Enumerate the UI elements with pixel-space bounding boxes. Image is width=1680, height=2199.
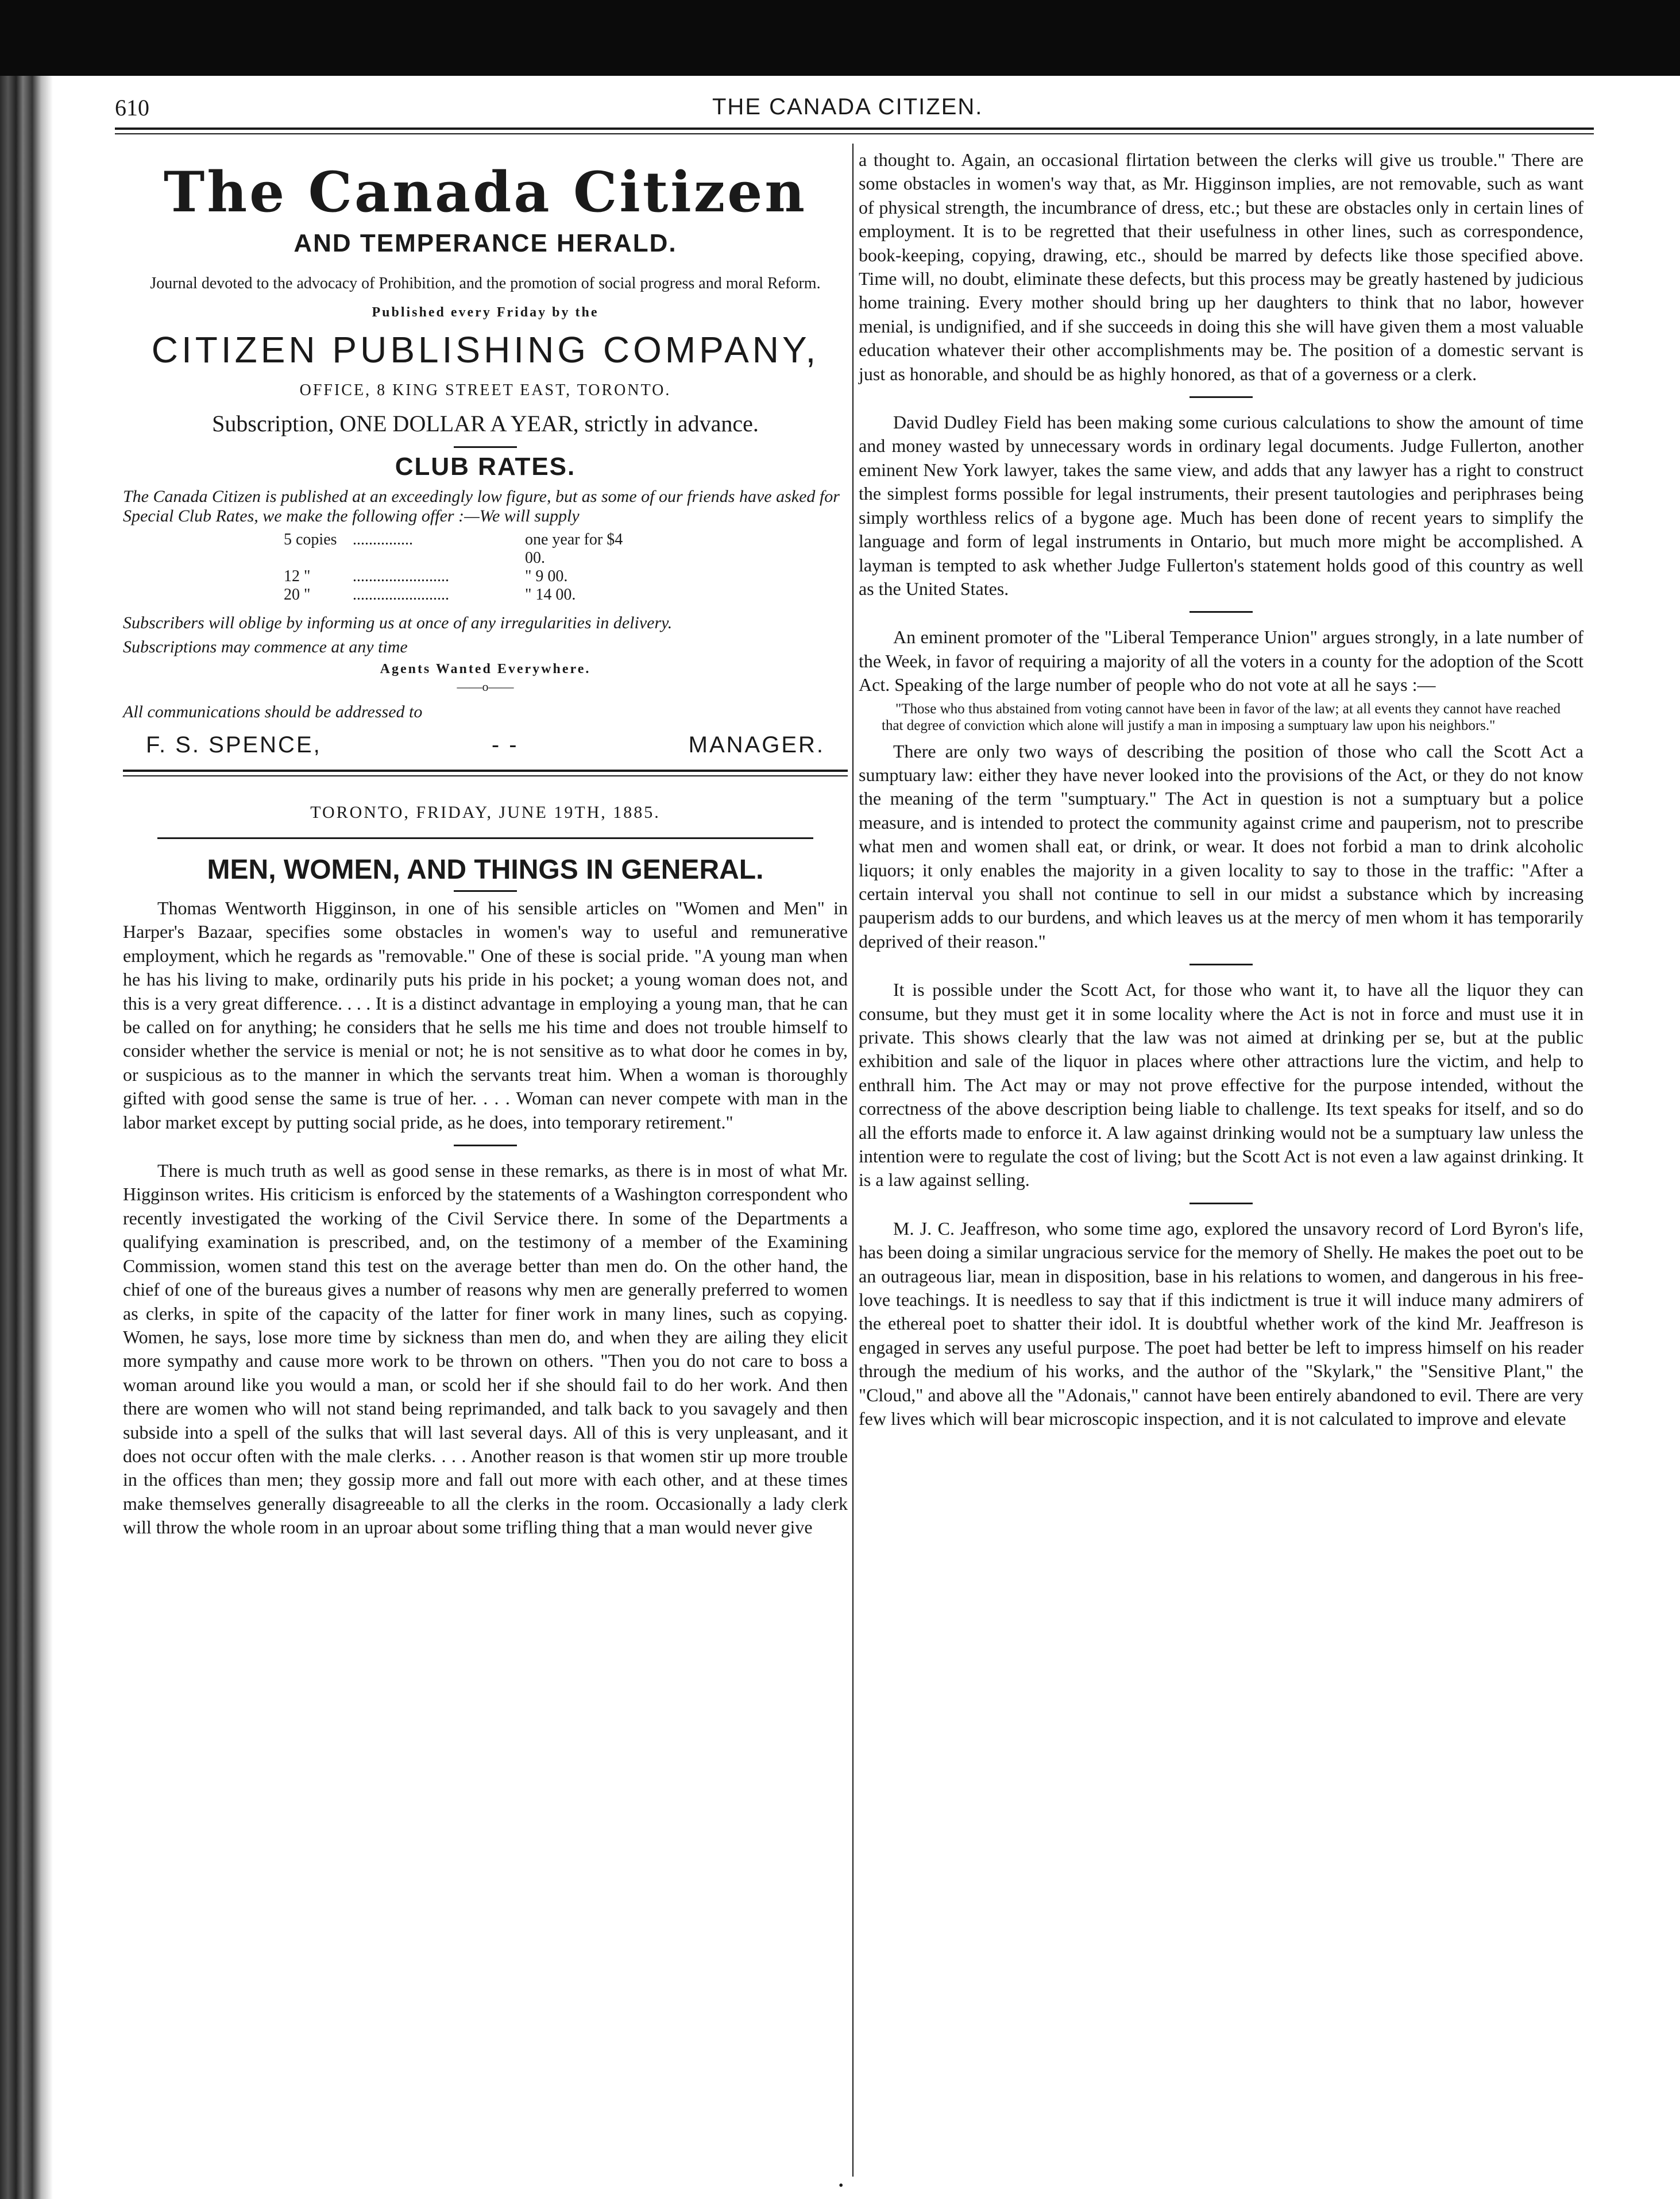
rate-copies: 12 " bbox=[284, 567, 311, 585]
left-column bbox=[123, 149, 848, 1540]
scan-top-border bbox=[0, 0, 1680, 76]
header-rule bbox=[115, 127, 1594, 130]
article-paragraph: There is much truth as well as good sense in these remarks, as there is in most of what Mr. Higginson writes. His criticism is enforced by the statements of a Washington correspondent who recently investigated the working of the Civil Service there. In some of the Departments a qualifying examination is prescribed, and, on the testimony of a member of the Examining Commission, women stand this test on the average better than men do. On the other hand, the chief of one of the bureaus gives a number of reasons why men are generally preferred to women as clerks, in spite of the capacity of the latter for finer work in many lines, such as copying. Women, he says, lose more time by sickness than men do, and when they are ailing they elicit more sympathy and cause more work to be thrown on others. "Then you do not care to boss a woman around like you would a man, or scold her if she should fail to do her work. And then there are women who will not stand being reprimanded, and talk back to you savagely and then subside into a spell of the sulks that will last several days. All of this is very unpleasant, and it does not occur often with the male clerks. . . . Another reason is that women stir up more trouble in the offices than men; they gossip more and fall out more with each other, and at these times make themselves generally disagreeable to all the clerks in the room. Occasionally a lady clerk will throw the whole room in an uproar about some trifling thing that a man would never give bbox=[123, 1160, 848, 1538]
rate-leader: ........................ bbox=[353, 586, 449, 604]
published-by: Published every Friday by the bbox=[372, 305, 599, 320]
rate-copies: 5 copies bbox=[284, 531, 337, 548]
paragraph-separator bbox=[1189, 396, 1253, 398]
dateline: TORONTO, FRIDAY, JUNE 19TH, 1885. bbox=[310, 803, 661, 822]
rate-price: " 9 00. bbox=[525, 567, 568, 585]
club-rates-intro: The Canada Citizen is published at an exceedingly low figure, but as some of our friends have asked for Special Club Rates, we make the following offer :—We will supply bbox=[123, 487, 840, 525]
rate-price: one year for $4 00. bbox=[525, 531, 623, 567]
ornament-rule bbox=[454, 890, 517, 892]
manager-dash: - - bbox=[491, 732, 519, 758]
article-paragraph: An eminent promoter of the "Liberal Temperance Union" argues strongly, in a late number of the Week, in favor of requiring a majority of all the voters in a county for the adoption of the Scott Act. Speaking of the large number of people who do not vote at all he says :— bbox=[859, 627, 1584, 695]
manager-title: MANAGER. bbox=[688, 732, 825, 758]
section-title: MEN, WOMEN, AND THINGS IN GENERAL. bbox=[207, 855, 764, 885]
manager-line bbox=[146, 732, 825, 758]
ornament: ——o—— bbox=[457, 679, 514, 694]
rate-row bbox=[123, 586, 848, 604]
paragraph-separator bbox=[1189, 964, 1253, 965]
rate-leader: ........................ bbox=[353, 567, 449, 585]
paragraph-separator bbox=[1189, 611, 1253, 613]
page-number: 610 bbox=[115, 95, 149, 121]
article-paragraph: Thomas Wentworth Higginson, in one of his sensible articles on "Women and Men" in Harper's Bazaar, specifies some obstacles in women's way to useful and remunerative employment, which he regards as "removable." One of these is social pride. "A young man when he has his living to make, ordinarily puts his pride in his pocket; a young woman does not, and this is a very great difference. . . . It is a distinct advantage in employing a young man, that he can be called on for anything; he considers that he sells me his time and does not trouble himself to consider whether the service is menial or not; he is not sensitive as to what door he comes in by, or suspicious as to the manner in which the servants treat him. When a woman is thoroughly gifted with good sense the same is true of her. . . . Woman can never compete with man in the labor market except by putting social pride, as he does, into temporary retirement." bbox=[123, 898, 848, 1133]
footer-mark: • bbox=[839, 2178, 844, 2193]
irregularities-note: Subscribers will oblige by informing us at once of any irregularities in delivery. bbox=[123, 613, 673, 632]
rate-copies: 20 " bbox=[284, 586, 311, 604]
article-paragraph: M. J. C. Jeaffreson, who some time ago, explored the unsavory record of Lord Byron's life, has been doing a similar ungracious service for the memory of Shelly. He makes the poet out to be an outrageous liar, mean in disposition, base in his relations to women, and dangerous in his free-love teachings. It is needless to say that if this indictment is true it will induce many admirers of the ethereal poet to shatter their idol. It is doubtful whether work of the kind Mr. Jeaffreson is engaged in serves any useful purpose. The poet had better be left to impress himself on his reader through the medium of his works, and the author of the "Skylark," the "Sensitive Plant," the "Cloud," and above all the "Adonais," cannot have been entirely abandoned to evil. There are very few lives which will bear microscopic inspection, and it is not calculated to improve and elevate bbox=[859, 1218, 1584, 1429]
masthead-subtitle: AND TEMPERANCE HERALD. bbox=[293, 229, 677, 257]
block-quote: "Those who thus abstained from voting cannot have been in favor of the law; at all events they cannot have reached that degree of conviction which alone will justify a man in imposing a sumptuary law upon his neighbors." bbox=[882, 701, 1561, 733]
publisher-name: CITIZEN PUBLISHING COMPANY, bbox=[151, 329, 820, 370]
club-rates-heading: CLUB RATES. bbox=[395, 453, 576, 481]
rate-row bbox=[123, 531, 848, 567]
masthead-bottom-rule bbox=[123, 770, 848, 772]
rate-row bbox=[123, 567, 848, 586]
office-address: OFFICE, 8 KING STREET EAST, TORONTO. bbox=[299, 381, 671, 399]
masthead-title: The Canada Citizen bbox=[163, 160, 808, 225]
article-paragraph: a thought to. Again, an occasional flirtation between the clerks will give us trouble." There are some obstacles in women's way that, as Mr. Higginson implies, are not removable, such as want of physical strength, the incumbrance of dress, etc.; but these are obstacles only in certain lines of employment. It is to be regretted that their usefulness in other lines, such as correspondence, book-keeping, copying, drawing, etc., should be marred by defects like those specified above. Time will, no doubt, eliminate these defects, but this process may be greatly hastened by judicious home training. Every mother should bring up her daughters to think that no labor, however menial, is undignified, and if she succeeds in doing this she will have given them a most valuable education whatever their other accomplishments may be. The position of a domestic servant is just as honorable, and should be as highly honored, as that of a governess or a clerk. bbox=[859, 149, 1584, 384]
article-paragraph: David Dudley Field has been making some curious calculations to show the amount of time and money wasted by unnecessary words in ordinary legal documents. Judge Fullerton, another eminent New York lawyer, takes the same view, and adds that any lawyer has a right to construct the simplest forms possible for legal instruments, their present tautologies and periphrases being simply worthless relics of a bygone age. Much has been done of recent years to simplify the language and form of legal instruments in Ontario, but much more might be accomplished. A layman is tempted to ask whether Judge Fullerton's statement holds good of this country as well as the United States. bbox=[859, 412, 1584, 599]
subscriptions-note: Subscriptions may commence at any time bbox=[123, 637, 408, 656]
header-rule-thin bbox=[115, 133, 1594, 134]
article-paragraph: There are only two ways of describing the position of those who call the Scott Act a sumptuary law: either they have never looked into the provisions of the Act, or they do not know the meaning of the term "sumptuary." The Act in question is not a sumptuary but a police measure, and is intended to protect the community against crime and pauperism, not to prescribe what men and women shall eat, or drink, or wear. It does not forbid a man to drink alcoholic liquors; it only enables the majority in a given locality to say to those in the traffic: "After a certain interval you shall not continue to sell in our midst a substance which by increasing pauperism adds to our burdens, and which leaves us at the mercy of men whom it has temporarily deprived of their reason." bbox=[859, 740, 1584, 952]
article-paragraph: It is possible under the Scott Act, for those who want it, to have all the liquor they can consume, but they must get it in some locality where the Act is not in force and must use it in private. This shows clearly that the law was not aimed at drinking per se, but at the public exhibition and sale of the liquor in places where other attractions lure the victim, and help to enthrall him. The Act may or may not prove effective for the purpose intended, without the correctness of the above description being liable to challenge. Its text speaks for itself, and so do all the efforts made to enforce it. A law against drinking would not be a sumptuary law unless the intention were to regulate the cost of living; but the Scott Act is not even a law against drinking. It is a law against selling. bbox=[859, 979, 1584, 1191]
masthead-bottom-rule-thin bbox=[123, 775, 848, 776]
running-title: THE CANADA CITIZEN. bbox=[712, 94, 983, 119]
manager-name: F. S. SPENCE, bbox=[146, 732, 322, 758]
communications-note: All communications should be addressed to bbox=[123, 702, 423, 721]
paragraph-separator bbox=[454, 1145, 517, 1146]
subscription-line: Subscription, ONE DOLLAR A YEAR, strictly in advance. bbox=[212, 411, 759, 436]
dateline-rule bbox=[157, 837, 813, 839]
rate-price: " 14 00. bbox=[525, 586, 576, 604]
agents-wanted: Agents Wanted Everywhere. bbox=[380, 662, 591, 677]
paragraph-separator bbox=[1189, 1203, 1253, 1204]
ornament-rule bbox=[454, 446, 517, 448]
column-divider bbox=[852, 144, 853, 2177]
scan-left-edge bbox=[0, 76, 53, 2199]
rates-table bbox=[123, 531, 848, 604]
rate-leader: ............... bbox=[353, 531, 413, 548]
journal-description: Journal devoted to the advocacy of Prohibition, and the promotion of social progress and moral Reform. bbox=[150, 275, 821, 292]
right-column bbox=[859, 148, 1584, 1431]
